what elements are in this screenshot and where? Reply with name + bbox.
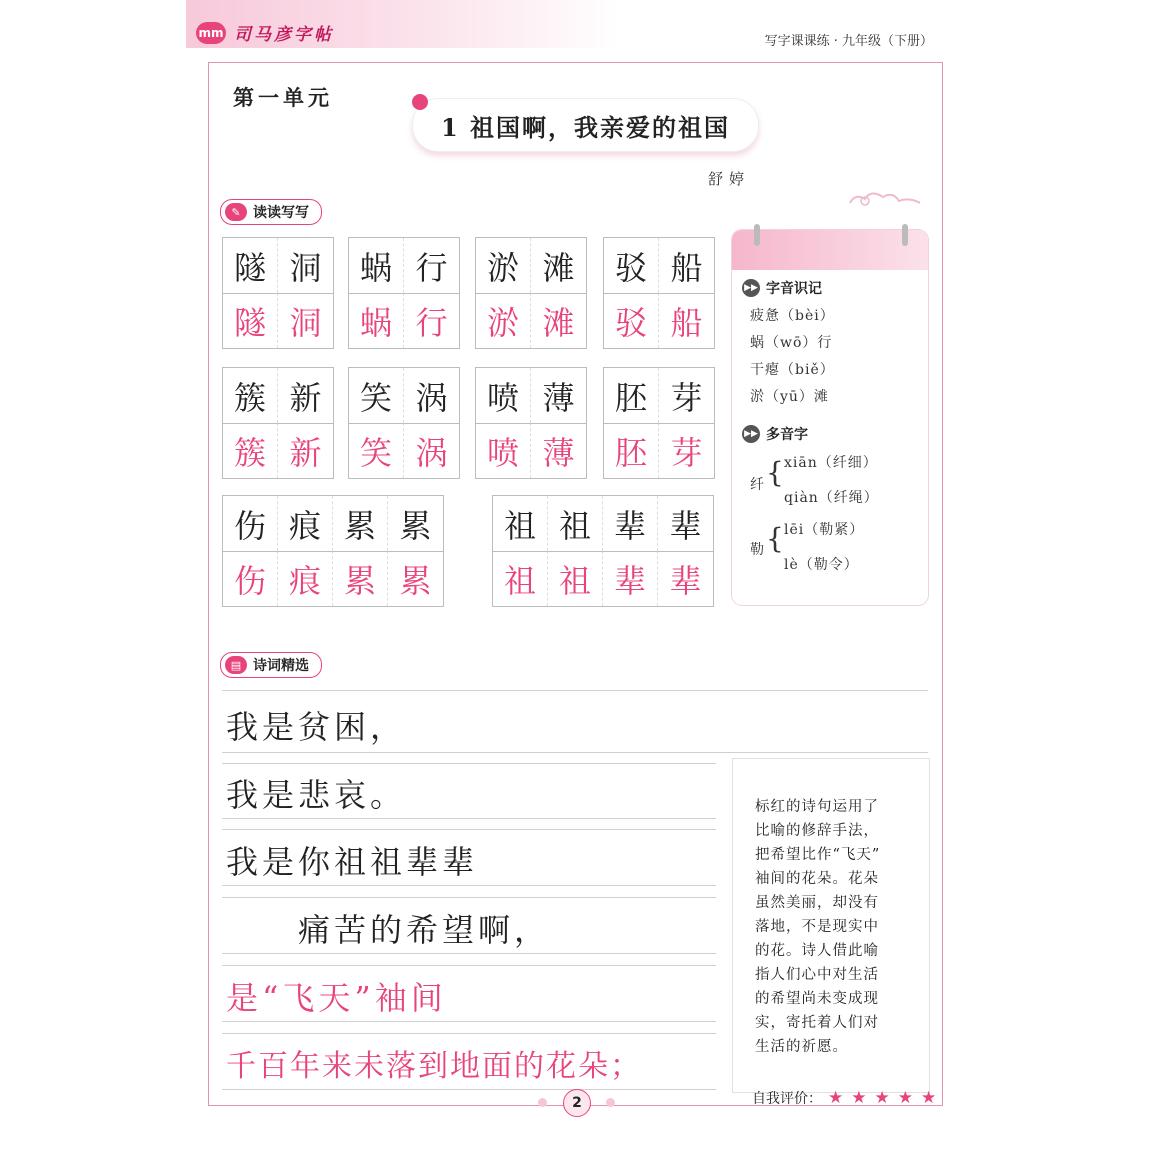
tip-box (732, 758, 930, 1093)
brace: { (766, 522, 784, 555)
lesson-title-banner (412, 98, 759, 152)
poem-line: 我是贫困， (226, 708, 407, 746)
writing-rule (222, 1089, 716, 1090)
poly-heading-label: 多音字 (766, 427, 808, 443)
char-trace[interactable]: 痕 (278, 551, 333, 606)
tip-line: 把希望比作“飞天” (755, 847, 881, 863)
char-trace[interactable]: 簇 (223, 423, 278, 478)
writing-rule (222, 897, 716, 898)
tip-line: 的花。诗人借此喻 (755, 943, 879, 959)
poly-reading: xiān（纤细） (784, 455, 878, 471)
pron-item: 淤（yū）滩 (750, 389, 829, 405)
writing-rule (222, 690, 928, 691)
char-trace[interactable]: 洞 (278, 293, 333, 348)
brand-logo-icon: mm (196, 22, 226, 44)
char-trace[interactable]: 蜗 (349, 293, 404, 348)
char-trace[interactable]: 新 (278, 423, 333, 478)
cloud-decoration-icon (845, 185, 925, 211)
tip-line: 生活的祈愿。 (755, 1039, 848, 1055)
char-grid-group (222, 495, 444, 607)
section-read-write-label: 读读写写 (253, 205, 309, 221)
pron-item: 蜗（wō）行 (750, 335, 833, 351)
tip-line: 实，寄托着人们对 (755, 1015, 879, 1031)
dot-decoration (606, 1098, 615, 1107)
writing-rule (222, 953, 716, 954)
section-poem-header (220, 652, 322, 678)
char-trace[interactable]: 薄 (531, 423, 586, 478)
poly-reading: lēi（勒紧） (784, 522, 865, 538)
dot-decoration (538, 1098, 547, 1107)
hand-icon: ✎ (225, 203, 247, 221)
self-evaluation (752, 1088, 944, 1108)
char-trace[interactable]: 累 (388, 551, 443, 606)
poem-line: 痛苦的希望啊， (226, 911, 551, 949)
poem-line-highlight: 是“飞天”袖间 (226, 979, 447, 1017)
char-sample: 辈 (603, 496, 658, 551)
writing-rule (222, 965, 716, 966)
ring-icon (754, 224, 760, 246)
poly-heading (742, 424, 808, 444)
poly-char: 勒 (750, 542, 765, 558)
char-trace[interactable]: 喷 (476, 423, 531, 478)
tip-line: 落地，不是现实中 (755, 919, 879, 935)
play-icon: ▶▶ (742, 425, 760, 443)
char-sample: 累 (399, 506, 432, 545)
tip-line: 指人们心中对生活 (755, 967, 879, 983)
unit-title: 第一单元 (233, 86, 333, 110)
char-sample: 驳 (604, 238, 659, 293)
pron-item: 疲惫（bèi） (750, 308, 835, 324)
char-sample: 隧 (223, 238, 278, 293)
char-sample: 喷 (476, 368, 531, 423)
poem-line-highlight: 千百年来未落到地面的花朵； (226, 1049, 642, 1084)
char-trace[interactable]: 辈 (658, 551, 713, 606)
tip-line: 虽然美丽，却没有 (755, 895, 879, 911)
char-trace[interactable]: 隧 (223, 293, 278, 348)
char-trace[interactable]: 淤 (476, 293, 531, 348)
char-trace[interactable]: 辈 (603, 551, 658, 606)
char-trace[interactable]: 祖 (548, 551, 603, 606)
char-trace[interactable]: 行 (404, 293, 459, 348)
char-sample: 行 (415, 248, 448, 287)
brand (196, 20, 334, 45)
lesson-dot-icon (412, 94, 428, 110)
section-read-write-header (220, 199, 322, 225)
char-grid-group (475, 367, 587, 479)
char-sample: 船 (670, 248, 703, 287)
char-sample: 胚 (604, 368, 659, 423)
char-trace[interactable]: 笑 (349, 423, 404, 478)
pron-heading (742, 278, 822, 298)
writing-rule (222, 829, 716, 830)
writing-rule (222, 1021, 716, 1022)
writing-rule (222, 885, 716, 886)
brand-name: 司马彦字帖 (234, 25, 334, 45)
char-trace[interactable]: 滩 (531, 293, 586, 348)
poem-line: 我是悲哀。 (226, 776, 407, 814)
writing-rule (222, 752, 928, 753)
char-grid-group (475, 237, 587, 349)
char-sample: 蜗 (349, 238, 404, 293)
tip-line: 标红的诗句运用了 (755, 799, 879, 815)
char-sample: 祖 (548, 496, 603, 551)
section-poem-label: 诗词精选 (253, 658, 309, 674)
char-sample: 笑 (349, 368, 404, 423)
char-trace[interactable]: 涡 (404, 423, 459, 478)
char-trace[interactable]: 累 (333, 551, 388, 606)
char-sample: 祖 (493, 496, 548, 551)
scroll-icon: ▤ (225, 656, 247, 674)
char-sample: 簇 (223, 368, 278, 423)
char-sample: 洞 (289, 248, 322, 287)
page-number: 2 (563, 1089, 591, 1117)
self-eval-label: 自我评价： (752, 1091, 822, 1107)
lesson-title: 1 祖国啊，我亲爱的祖国 (440, 112, 731, 142)
char-grid-group (603, 237, 715, 349)
series-title: 写字课课练 · 九年级（下册） (764, 34, 933, 49)
rating-stars-icon[interactable]: ★★★★★ (828, 1088, 945, 1108)
char-sample: 薄 (542, 378, 575, 417)
tip-line: 的希望尚未变成现 (755, 991, 879, 1007)
char-sample: 伤 (223, 496, 278, 551)
char-grid-group (348, 367, 460, 479)
char-grid-group (222, 367, 334, 479)
char-sample: 淤 (476, 238, 531, 293)
tip-line: 比喻的修辞手法， (755, 823, 879, 839)
tip-line: 袖间的花朵。花朵 (755, 871, 879, 887)
char-trace[interactable]: 胚 (604, 423, 659, 478)
writing-rule (222, 763, 716, 764)
char-sample: 痕 (278, 496, 333, 551)
char-grid-group (492, 495, 714, 607)
poly-reading: lè（勒令） (784, 557, 859, 573)
play-icon: ▶▶ (742, 279, 760, 297)
char-trace[interactable]: 船 (659, 293, 714, 348)
pron-heading-label: 字音识记 (766, 281, 822, 297)
poly-char: 纤 (750, 477, 765, 493)
writing-rule (222, 1033, 716, 1034)
char-trace[interactable]: 伤 (223, 551, 278, 606)
poem-line: 我是你祖祖辈辈 (226, 843, 479, 881)
writing-rule (222, 818, 716, 819)
char-sample: 新 (289, 378, 322, 417)
char-sample: 涡 (415, 378, 448, 417)
char-sample: 芽 (670, 378, 703, 417)
author: 舒婷 (708, 170, 751, 188)
char-trace[interactable]: 祖 (493, 551, 548, 606)
pron-item: 干瘪（biě） (750, 362, 835, 378)
char-trace[interactable]: 芽 (659, 423, 714, 478)
ring-icon (902, 224, 908, 246)
char-trace[interactable]: 驳 (604, 293, 659, 348)
char-sample: 累 (333, 496, 388, 551)
note-card-top (732, 230, 928, 270)
char-sample: 滩 (542, 248, 575, 287)
char-grid-group (222, 237, 334, 349)
brace: { (766, 456, 784, 489)
char-sample: 辈 (669, 506, 702, 545)
note-card (732, 230, 928, 605)
char-grid-group (603, 367, 715, 479)
char-grid-group (348, 237, 460, 349)
poly-reading: qiàn（纤绳） (784, 490, 879, 506)
